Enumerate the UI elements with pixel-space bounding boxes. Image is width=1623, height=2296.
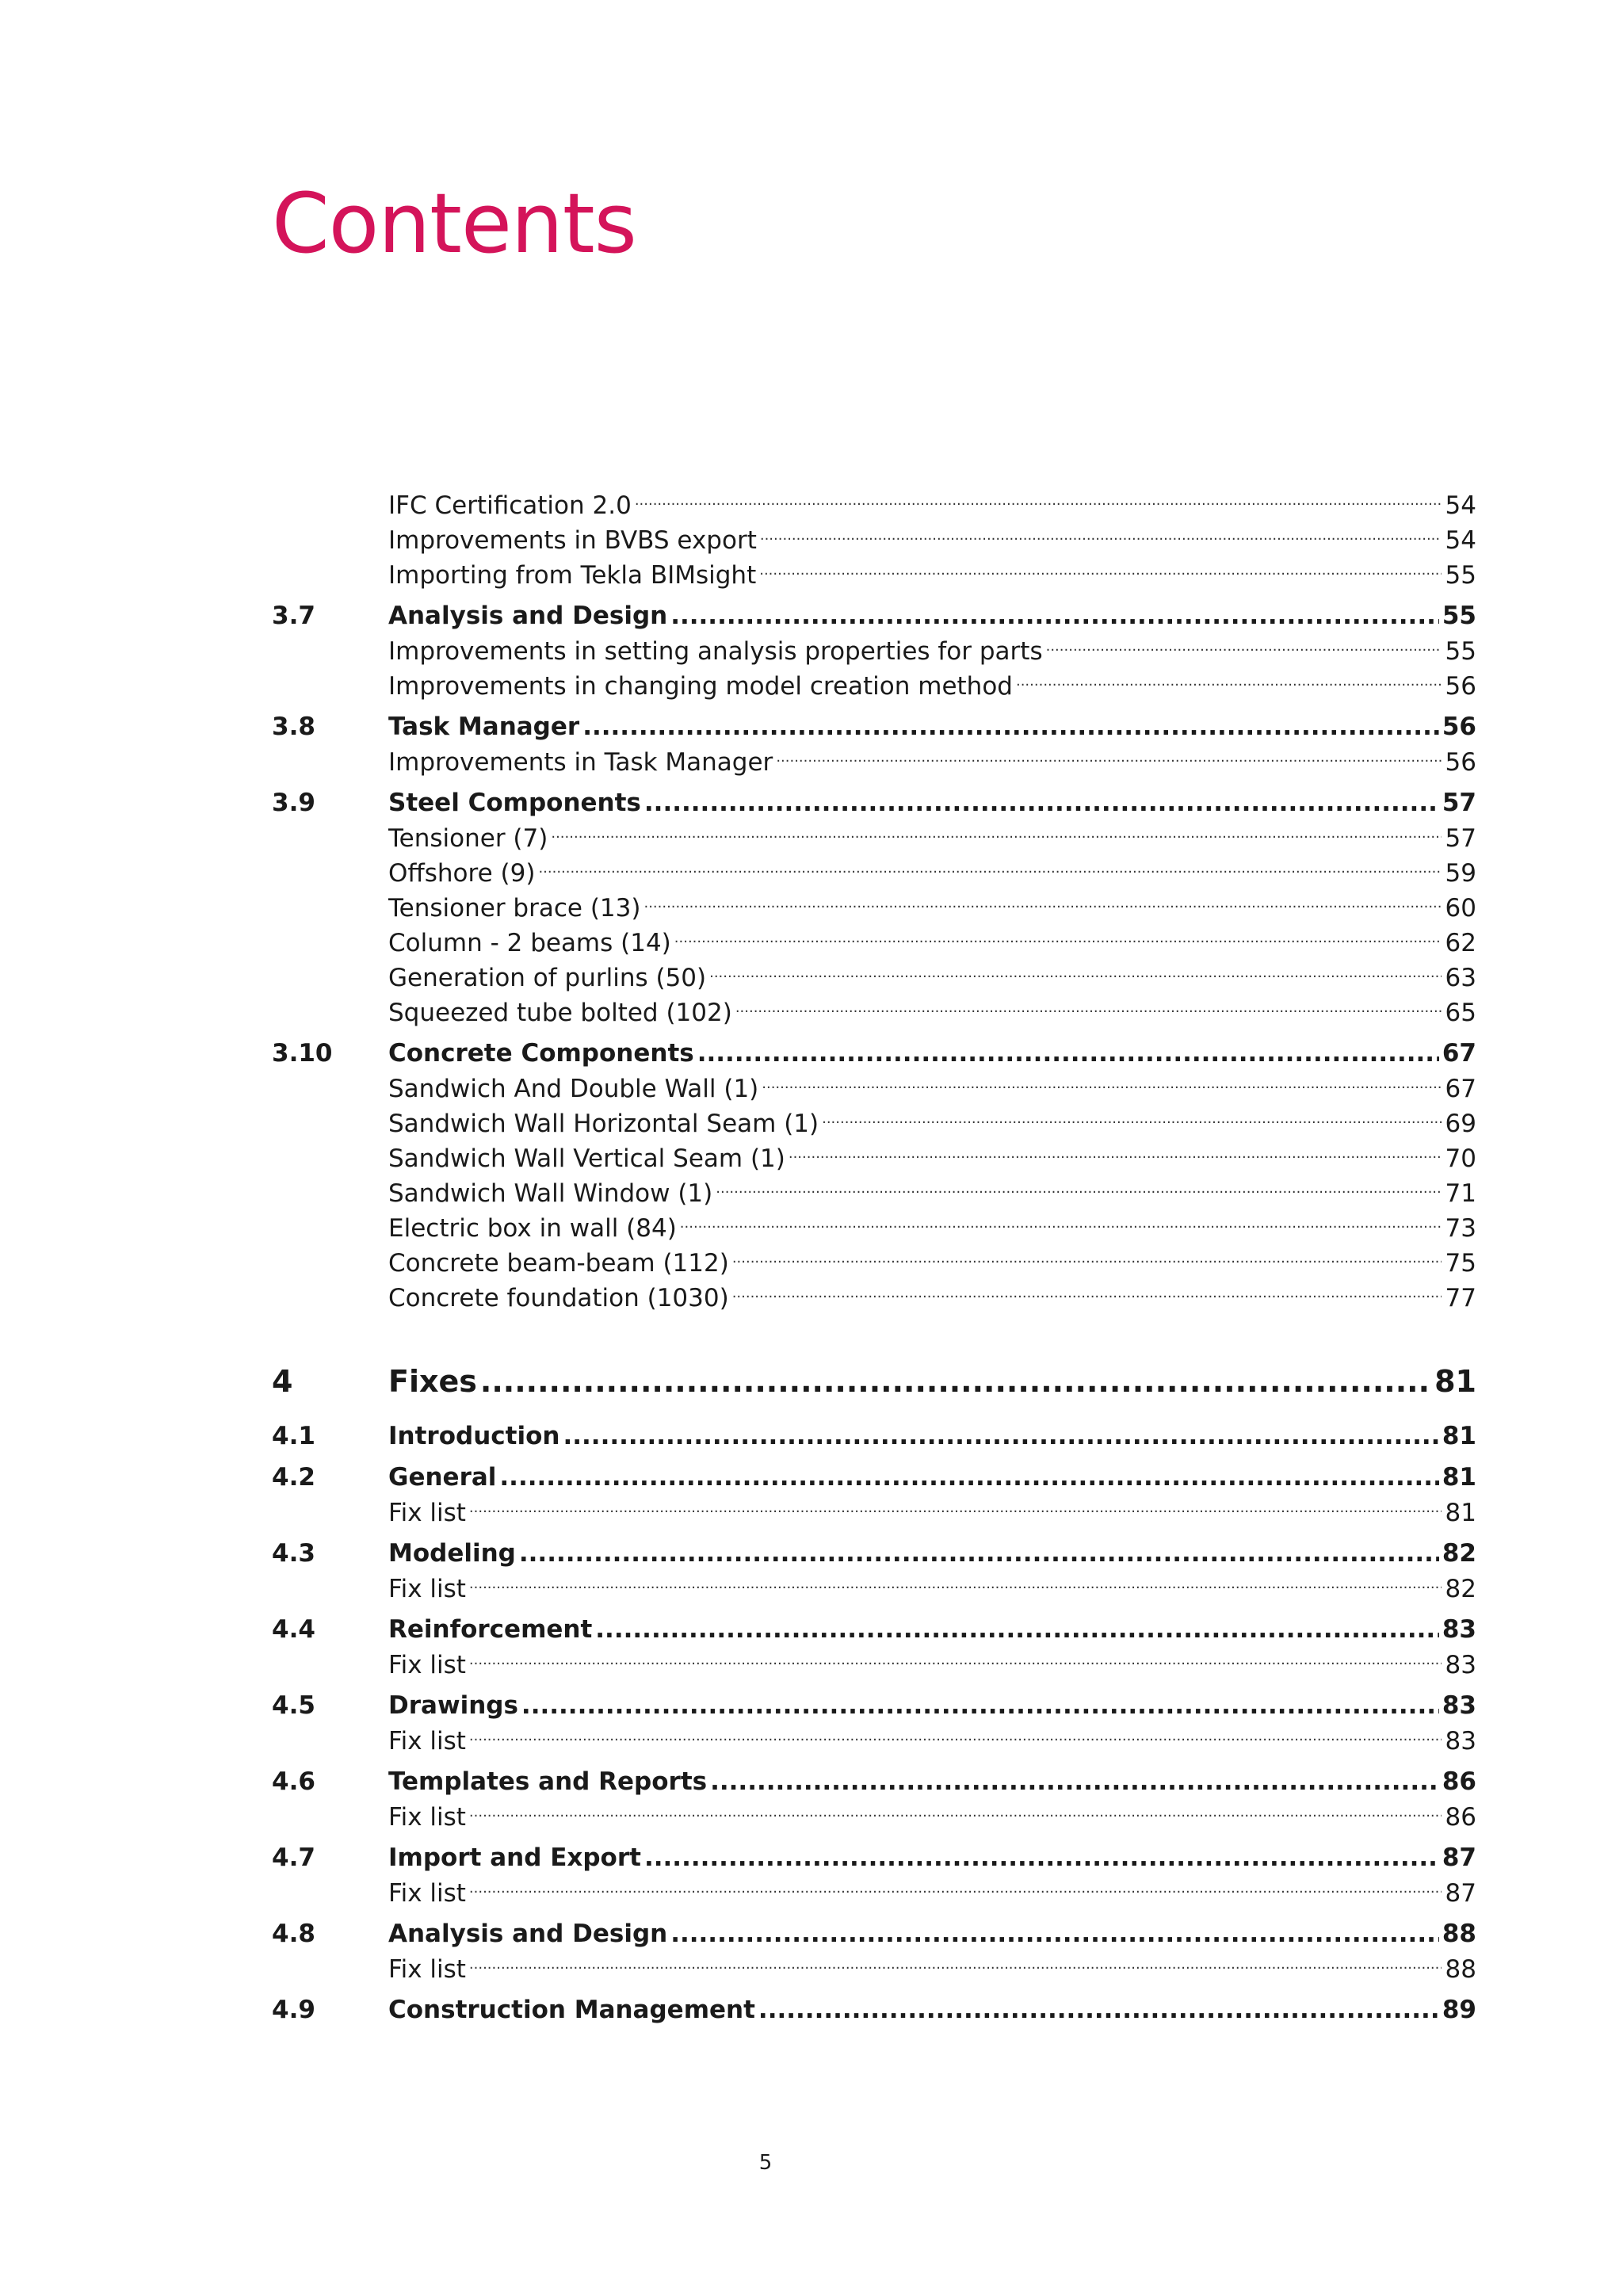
- page-title: Contents: [272, 175, 636, 272]
- toc-entry-page: 87: [1445, 1879, 1476, 1908]
- toc-dot-leader: [716, 1176, 1442, 1211]
- toc-entry-title: Construction Management: [388, 1996, 755, 2024]
- toc-entry-title: Analysis and Design: [388, 1920, 668, 1948]
- toc-subentry[interactable]: [272, 1211, 1476, 1246]
- toc-entry-page: 82: [1442, 1539, 1476, 1568]
- toc-dot-leader: [499, 1460, 1438, 1495]
- toc-entry-page: 67: [1442, 1039, 1476, 1068]
- toc-dot-leader: [469, 1648, 1442, 1683]
- toc-entry-number: 3.8: [272, 712, 315, 741]
- toc-subentry[interactable]: [272, 1572, 1476, 1606]
- toc-dot-leader: [469, 1572, 1442, 1606]
- toc-dot-leader: [758, 1992, 1439, 2027]
- toc-dot-leader: [680, 1211, 1442, 1246]
- toc-entry-page: 81: [1442, 1463, 1476, 1492]
- toc-entry-title: Improvements in changing model creation method: [388, 672, 1013, 701]
- toc-section[interactable]: [272, 785, 1476, 820]
- toc-dot-leader: [635, 488, 1442, 523]
- toc-entry-title: Sandwich Wall Vertical Seam (1): [388, 1144, 785, 1173]
- toc-entry-title: Analysis and Design: [388, 602, 668, 630]
- toc-subentry[interactable]: [272, 1281, 1476, 1316]
- toc-entry-title: General: [388, 1463, 497, 1492]
- toc-dot-leader: [732, 1246, 1442, 1281]
- toc-entry-title: Concrete beam-beam (112): [388, 1249, 729, 1278]
- toc-entry-title: Sandwich Wall Horizontal Seam (1): [388, 1110, 819, 1138]
- toc-entry-number: 4.6: [272, 1767, 315, 1796]
- toc-dot-leader: [644, 1840, 1439, 1875]
- toc-entry-number: 4.5: [272, 1691, 315, 1720]
- toc-entry-title: Fix list: [388, 1879, 466, 1908]
- toc-dot-leader: [789, 1141, 1442, 1176]
- toc-entry-title: Improvements in BVBS export: [388, 526, 757, 555]
- toc-entry-title: Tensioner brace (13): [388, 894, 641, 923]
- toc-dot-leader: [469, 1876, 1442, 1911]
- toc-entry-number: 3.10: [272, 1039, 333, 1068]
- toc-subentry[interactable]: [272, 995, 1476, 1030]
- toc-dot-leader: [582, 709, 1439, 744]
- toc-entry-title: Modeling: [388, 1539, 516, 1568]
- toc-entry-title: Fix list: [388, 1499, 466, 1527]
- toc-entry-title: Electric box in wall (84): [388, 1214, 677, 1243]
- toc-entry-title: Concrete Components: [388, 1039, 694, 1068]
- toc-entry-title: Introduction: [388, 1422, 560, 1450]
- toc-dot-leader: [643, 891, 1442, 926]
- toc-subentry[interactable]: [272, 745, 1476, 780]
- toc-dot-leader: [759, 558, 1442, 593]
- toc-entry-title: Fix list: [388, 1575, 466, 1603]
- toc-subentry[interactable]: [272, 1141, 1476, 1176]
- toc-entry-page: 81: [1442, 1422, 1476, 1450]
- toc-dot-leader: [735, 995, 1442, 1030]
- toc-dot-leader: [519, 1536, 1439, 1571]
- toc-section[interactable]: [272, 1036, 1476, 1071]
- toc-entry-page: 75: [1445, 1249, 1476, 1278]
- toc-subentry[interactable]: [272, 1072, 1476, 1106]
- toc-entry-number: 3.7: [272, 602, 315, 630]
- toc-entry-title: Tensioner (7): [388, 824, 548, 853]
- toc-entry-page: 67: [1445, 1075, 1476, 1103]
- toc-subentry[interactable]: [272, 1876, 1476, 1911]
- toc-subentry[interactable]: [272, 821, 1476, 856]
- toc-entry-page: 83: [1442, 1615, 1476, 1644]
- toc-section[interactable]: [272, 1764, 1476, 1799]
- toc-entry-title: Templates and Reports: [388, 1767, 708, 1796]
- toc-entry-number: 4: [272, 1364, 293, 1399]
- toc-entry-page: 81: [1434, 1364, 1476, 1399]
- toc-subentry[interactable]: [272, 669, 1476, 704]
- toc-subentry[interactable]: [272, 558, 1476, 593]
- toc-section[interactable]: [272, 598, 1476, 633]
- toc-entry-page: 55: [1445, 561, 1476, 590]
- toc-entry-page: 83: [1442, 1691, 1476, 1720]
- toc-dot-leader: [521, 1688, 1439, 1723]
- toc-section[interactable]: [272, 1688, 1476, 1723]
- toc-dot-leader: [563, 1419, 1438, 1454]
- toc-dot-leader: [670, 598, 1439, 633]
- toc-dot-leader: [709, 961, 1442, 995]
- toc-entry-page: 77: [1445, 1284, 1476, 1312]
- toc-entry-number: 4.9: [272, 1996, 315, 2024]
- toc-entry-title: Sandwich Wall Window (1): [388, 1179, 713, 1208]
- toc-entry-page: 54: [1445, 491, 1476, 520]
- toc-entry-page: 89: [1442, 1996, 1476, 2024]
- toc-entry-page: 70: [1445, 1144, 1476, 1173]
- toc-entry-title: Fix list: [388, 1803, 466, 1832]
- toc-entry-page: 83: [1445, 1727, 1476, 1755]
- toc-entry-title: Improvements in setting analysis properties for parts: [388, 637, 1043, 666]
- toc-entry-page: 87: [1442, 1843, 1476, 1872]
- toc-entry-page: 57: [1442, 789, 1476, 817]
- toc-entry-page: 56: [1445, 748, 1476, 777]
- toc-entry-page: 55: [1442, 602, 1476, 630]
- toc-dot-leader: [469, 1724, 1442, 1759]
- toc-subentry[interactable]: [272, 1106, 1476, 1141]
- toc-entry-page: 88: [1445, 1955, 1476, 1984]
- page-number: 5: [758, 2151, 773, 2175]
- toc-entry-title: Sandwich And Double Wall (1): [388, 1075, 759, 1103]
- toc-entry-number: 4.4: [272, 1615, 315, 1644]
- toc-entry-title: Steel Components: [388, 789, 641, 817]
- toc-dot-leader: [480, 1360, 1431, 1403]
- toc-section[interactable]: [272, 1419, 1476, 1454]
- toc-subentry[interactable]: [272, 1176, 1476, 1211]
- toc-section[interactable]: [272, 1840, 1476, 1875]
- toc-subentry[interactable]: [272, 926, 1476, 961]
- toc-entry-title: Improvements in Task Manager: [388, 748, 773, 777]
- toc-entry-number: 4.3: [272, 1539, 315, 1568]
- toc-entry-page: 65: [1445, 999, 1476, 1027]
- toc-entry-page: 62: [1445, 929, 1476, 957]
- toc-subentry[interactable]: [272, 523, 1476, 558]
- toc-subentry[interactable]: [272, 1800, 1476, 1835]
- toc-subentry[interactable]: [272, 856, 1476, 891]
- toc-entry-title: Column - 2 beams (14): [388, 929, 671, 957]
- toc-dot-leader: [822, 1106, 1442, 1141]
- toc-section[interactable]: [272, 709, 1476, 744]
- toc-entry-page: 86: [1442, 1767, 1476, 1796]
- toc-entry-page: 56: [1445, 672, 1476, 701]
- toc-dot-leader: [732, 1281, 1442, 1316]
- toc-subentry[interactable]: [272, 1246, 1476, 1281]
- toc-entry-page: 83: [1445, 1651, 1476, 1679]
- toc-subentry[interactable]: [272, 961, 1476, 995]
- toc-subentry[interactable]: [272, 1648, 1476, 1683]
- toc-section[interactable]: [272, 1612, 1476, 1647]
- toc-entry-page: 82: [1445, 1575, 1476, 1603]
- toc-dot-leader: [762, 1072, 1442, 1106]
- toc-entry-page: 57: [1445, 824, 1476, 853]
- toc-entry-page: 69: [1445, 1110, 1476, 1138]
- toc-entry-number: 3.9: [272, 789, 315, 817]
- toc-entry-page: 60: [1445, 894, 1476, 923]
- toc-section[interactable]: [272, 1536, 1476, 1571]
- toc-entry-title: Fix list: [388, 1955, 466, 1984]
- toc-dot-leader: [469, 1800, 1442, 1835]
- toc-subentry[interactable]: [272, 634, 1476, 669]
- toc-entry-number: 4.1: [272, 1422, 315, 1450]
- toc-entry-page: 71: [1445, 1179, 1476, 1208]
- toc-section[interactable]: [272, 1992, 1476, 2027]
- toc-entry-title: Reinforcement: [388, 1615, 593, 1644]
- toc-entry-number: 4.2: [272, 1463, 315, 1492]
- toc-dot-leader: [760, 523, 1442, 558]
- toc-dot-leader: [538, 856, 1442, 891]
- toc-dot-leader: [644, 785, 1439, 820]
- toc-dot-leader: [697, 1036, 1439, 1071]
- toc-entry-title: Task Manager: [388, 712, 580, 741]
- toc-dot-leader: [670, 1916, 1439, 1951]
- toc-dot-leader: [469, 1496, 1442, 1530]
- toc-entry-title: Offshore (9): [388, 859, 536, 888]
- toc-subentry[interactable]: [272, 1952, 1476, 1987]
- toc-dot-leader: [551, 821, 1442, 856]
- toc-entry-title: Fixes: [388, 1364, 477, 1399]
- toc-dot-leader: [595, 1612, 1439, 1647]
- toc-entry-title: Concrete foundation (1030): [388, 1284, 729, 1312]
- toc-entry-page: 88: [1442, 1920, 1476, 1948]
- toc-subentry[interactable]: [272, 488, 1476, 523]
- toc-entry-page: 73: [1445, 1214, 1476, 1243]
- toc-subentry[interactable]: [272, 891, 1476, 926]
- toc-entry-title: Squeezed tube bolted (102): [388, 999, 732, 1027]
- toc-entry-page: 63: [1445, 964, 1476, 992]
- toc-section[interactable]: [272, 1460, 1476, 1495]
- toc-dot-leader: [1046, 634, 1442, 669]
- toc-entry-page: 55: [1445, 637, 1476, 666]
- toc-dot-leader: [710, 1764, 1439, 1799]
- toc-entry-page: 81: [1445, 1499, 1476, 1527]
- toc-entry-page: 59: [1445, 859, 1476, 888]
- toc-entry-page: 54: [1445, 526, 1476, 555]
- toc-chapter[interactable]: [272, 1360, 1476, 1403]
- toc-entry-title: Generation of purlins (50): [388, 964, 707, 992]
- toc-entry-title: Importing from Tekla BIMsight: [388, 561, 757, 590]
- toc-subentry[interactable]: [272, 1496, 1476, 1530]
- toc-entry-page: 86: [1445, 1803, 1476, 1832]
- toc-dot-leader: [1016, 669, 1442, 704]
- toc-dot-leader: [776, 745, 1442, 780]
- toc-section[interactable]: [272, 1916, 1476, 1951]
- toc-dot-leader: [674, 926, 1442, 961]
- toc-entry-title: Fix list: [388, 1651, 466, 1679]
- toc-entry-title: Drawings: [388, 1691, 518, 1720]
- toc-entry-page: 56: [1442, 712, 1476, 741]
- toc-entry-number: 4.8: [272, 1920, 315, 1948]
- toc-entry-title: Fix list: [388, 1727, 466, 1755]
- toc-entry-title: Import and Export: [388, 1843, 641, 1872]
- toc-entry-number: 4.7: [272, 1843, 315, 1872]
- toc-subentry[interactable]: [272, 1724, 1476, 1759]
- toc-entry-title: IFC Certification 2.0: [388, 491, 632, 520]
- toc-dot-leader: [469, 1952, 1442, 1987]
